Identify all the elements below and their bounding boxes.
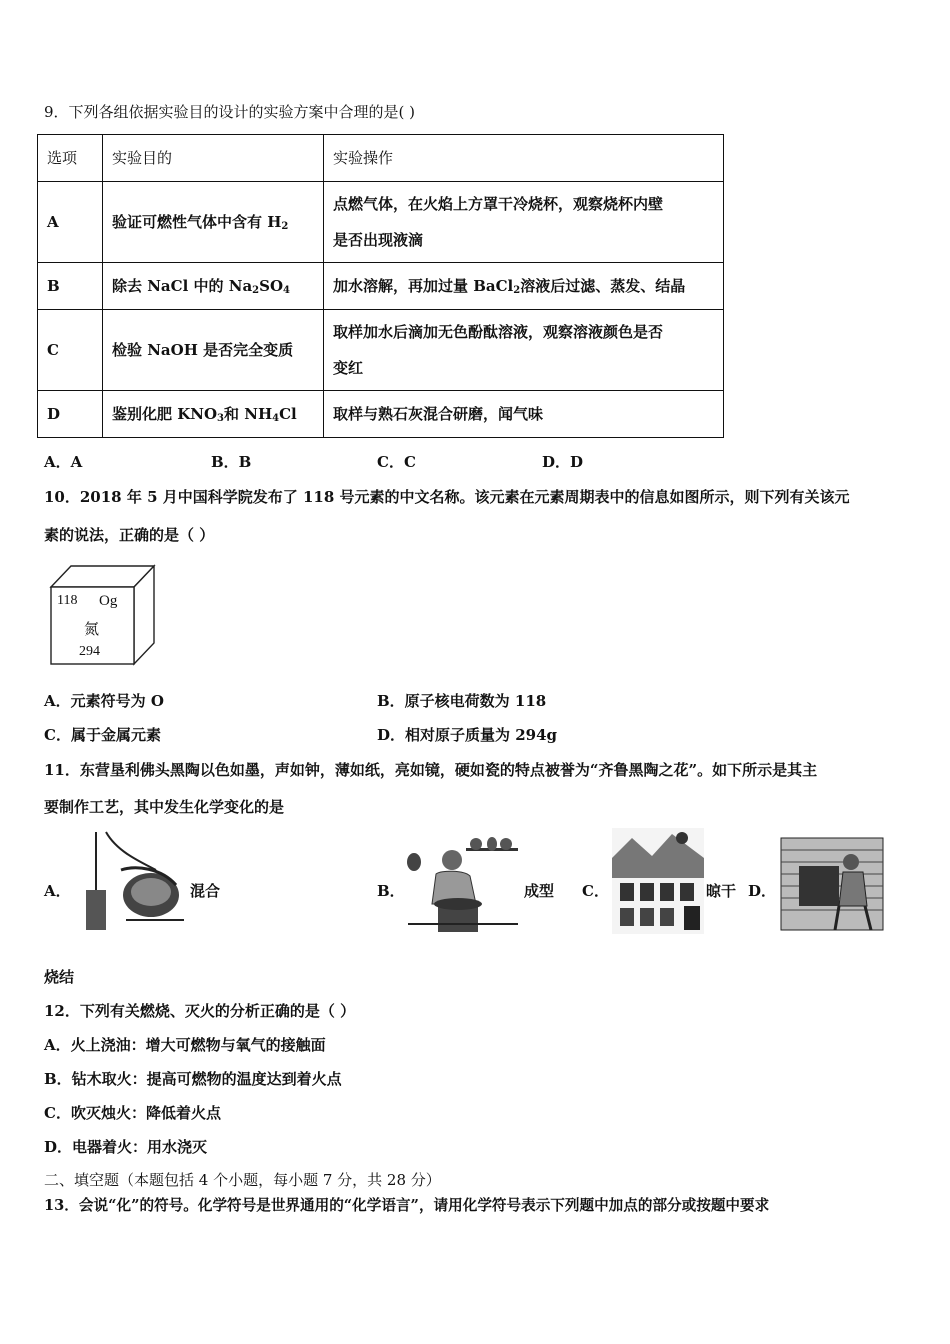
row-goal: 验证可燃性气体中含有 $H_2$ bbox=[103, 182, 324, 263]
q11-option-b-letter[interactable]: B． bbox=[377, 882, 405, 900]
q10-stem-line2: 素的说法，正确的是（ ） bbox=[44, 526, 215, 544]
element-name: 氮 bbox=[84, 620, 100, 638]
element-mass: 294 bbox=[79, 644, 100, 659]
table-row bbox=[38, 263, 724, 310]
forming-illustration[interactable] bbox=[406, 834, 520, 936]
q9-choice-b[interactable]: B．B bbox=[211, 453, 252, 471]
header-goal: 实验目的 bbox=[103, 135, 324, 182]
element-number: 118 bbox=[57, 593, 78, 608]
q11-stem-line1: 11．东营垦利佛头黑陶以色如墨，声如钟，薄如纸，亮如镜，硬如瓷的特点被誉为“齐鲁黑陶之花”。如下所示是其主 bbox=[44, 761, 818, 779]
table-row bbox=[38, 310, 724, 391]
header-option: 选项 bbox=[38, 135, 103, 182]
table-header-row bbox=[38, 135, 724, 182]
sintering-illustration[interactable] bbox=[779, 836, 885, 932]
q12-stem: 12．下列有关燃烧、灭火的分析正确的是（ ） bbox=[44, 1002, 356, 1020]
q11-option-c-letter[interactable]: C． bbox=[582, 882, 609, 900]
row-operation: 加水溶解，再加过量 BaCl$_2$溶液后过滤、蒸发、结晶 bbox=[324, 263, 724, 310]
row-option: A bbox=[38, 182, 103, 263]
q11-stem-line2: 要制作工艺，其中发生化学变化的是 bbox=[44, 798, 285, 816]
q11-option-d-letter[interactable]: D． bbox=[748, 882, 777, 900]
q9-choice-a[interactable]: A．A bbox=[44, 453, 83, 471]
row-option: C bbox=[38, 310, 103, 391]
q11-option-b-label: 成型 bbox=[524, 882, 555, 900]
row-option: B bbox=[38, 263, 103, 310]
q9-choice-c[interactable]: C．C bbox=[377, 453, 416, 471]
row-goal: 鉴别化肥 $KNO_3$和 $NH_4Cl$ bbox=[103, 391, 324, 438]
section-title: 二、填空题（本题包括 4 个小题，每小题 7 分，共 28 分） bbox=[44, 1171, 441, 1189]
row-operation: 取样与熟石灰混合研磨，闻气味 bbox=[324, 391, 724, 438]
drying-illustration[interactable] bbox=[612, 828, 704, 934]
q10-stem-line1: 10．2018 年 5 月中国科学院发布了 118 号元素的中文名称。该元素在元素周期表中的信息如图所示，则下列有关该元 bbox=[44, 488, 850, 506]
q9-table bbox=[37, 134, 724, 438]
q11-option-a-label: 混合 bbox=[190, 882, 221, 900]
mixing-illustration[interactable] bbox=[76, 830, 186, 932]
table-row bbox=[38, 182, 724, 263]
q12-choice-a[interactable]: A．火上浇油：增大可燃物与氧气的接触面 bbox=[44, 1036, 326, 1054]
row-goal: 除去 NaCl 中的 $Na_2SO_4$ bbox=[103, 263, 324, 310]
q10-choice-b[interactable]: B．原子核电荷数为 118 bbox=[377, 692, 547, 710]
q11-option-c-label: 晾干 bbox=[706, 882, 737, 900]
q12-choice-b[interactable]: B．钻木取火：提高可燃物的温度达到着火点 bbox=[44, 1070, 342, 1088]
header-operation: 实验操作 bbox=[324, 135, 724, 182]
q11-option-d-label: 烧结 bbox=[44, 968, 75, 986]
element-symbol: Og bbox=[99, 593, 118, 609]
q11-option-a-letter[interactable]: A． bbox=[44, 882, 71, 900]
row-goal: 检验 NaOH 是否完全变质 bbox=[103, 310, 324, 391]
q9-choice-d[interactable]: D．D bbox=[542, 453, 584, 471]
row-option: D bbox=[38, 391, 103, 438]
q12-choice-c[interactable]: C．吹灭烛火：降低着火点 bbox=[44, 1104, 221, 1122]
row-operation: 点燃气体，在火焰上方罩干冷烧杯，观察烧杯内壁 是否出现液滴 bbox=[324, 182, 724, 263]
row-operation: 取样加水后滴加无色酚酞溶液，观察溶液颜色是否 变红 bbox=[324, 310, 724, 391]
q13-stem: 13．会说“化”的符号。化学符号是世界通用的“化学语言”，请用化学符号表示下列题中加点的部分或按题中要求 bbox=[44, 1197, 770, 1214]
q12-choice-d[interactable]: D．电器着火：用水浇灭 bbox=[44, 1138, 208, 1156]
q10-choice-a[interactable]: A．元素符号为 O bbox=[44, 692, 164, 710]
q10-choice-c[interactable]: C．属于金属元素 bbox=[44, 726, 161, 744]
q9-stem: 9．下列各组依据实验目的设计的实验方案中合理的是( ) bbox=[44, 103, 416, 121]
q10-choice-d[interactable]: D．相对原子质量为 294g bbox=[377, 726, 558, 744]
element-card-figure bbox=[48, 563, 158, 667]
element-cube-drawing bbox=[48, 563, 158, 667]
table-row bbox=[38, 391, 724, 438]
